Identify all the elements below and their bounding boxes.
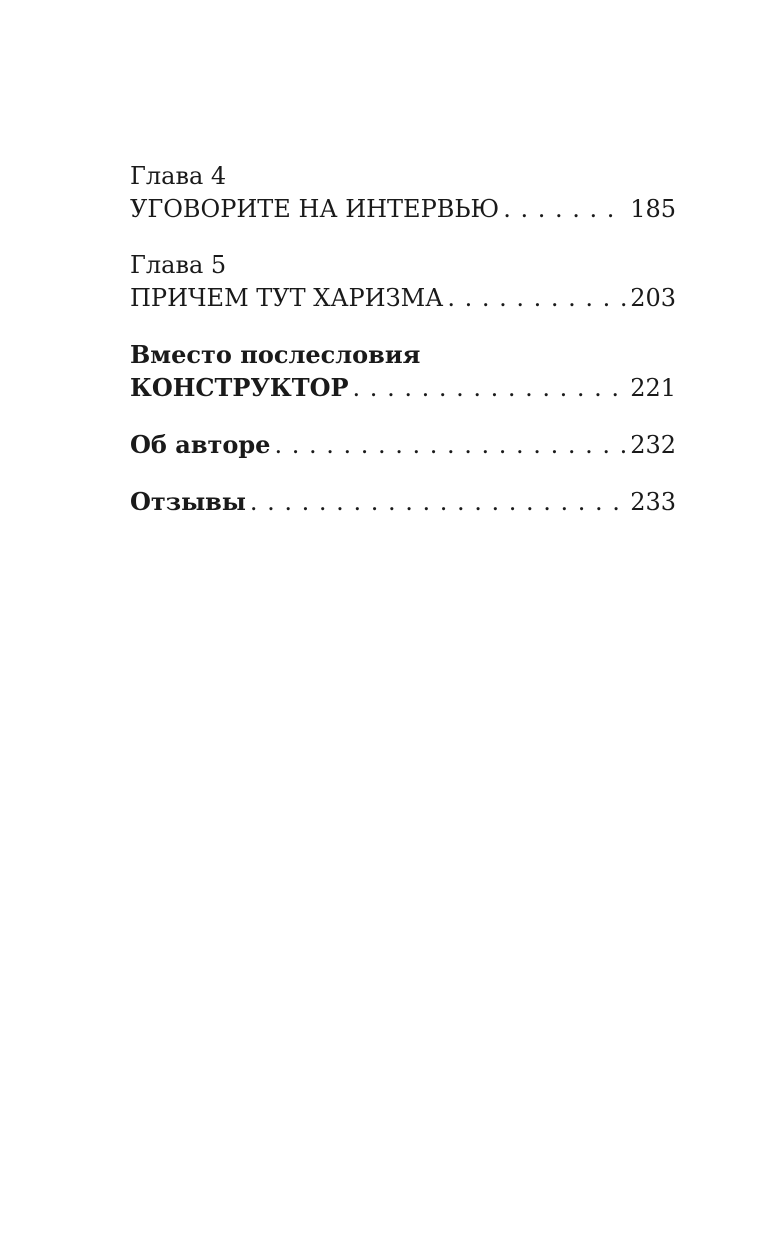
page-number: 203 bbox=[630, 284, 676, 312]
chapter-label: Глава 5 bbox=[130, 251, 227, 279]
toc-line bbox=[130, 193, 676, 226]
toc-entry-about-author bbox=[130, 428, 676, 462]
table-of-contents bbox=[130, 160, 676, 542]
toc-line bbox=[130, 485, 676, 519]
chapter-title: УГОВОРИТЕ НА ИНТЕРВЬЮ bbox=[130, 195, 500, 223]
toc-line bbox=[130, 282, 676, 315]
dot-leader bbox=[353, 372, 627, 405]
toc-line bbox=[130, 428, 676, 462]
dot-leader bbox=[274, 429, 626, 462]
page-number: 233 bbox=[630, 488, 676, 516]
page-number: 221 bbox=[630, 374, 676, 402]
chapter-label: Глава 4 bbox=[130, 162, 227, 190]
page-number: 232 bbox=[630, 431, 676, 459]
section-title: КОНСТРУКТОР bbox=[130, 373, 349, 402]
dot-leader bbox=[250, 486, 626, 519]
toc-entry-chapter-4 bbox=[130, 160, 676, 226]
toc-entry-reviews bbox=[130, 485, 676, 519]
section-title: Отзывы bbox=[130, 487, 246, 516]
toc-entry-chapter-5 bbox=[130, 249, 676, 315]
page-number: 185 bbox=[630, 195, 676, 223]
section-title: Об авторе bbox=[130, 430, 271, 459]
dot-leader bbox=[503, 193, 626, 226]
toc-line bbox=[130, 371, 676, 405]
chapter-title: ПРИЧЕМ ТУТ ХАРИЗМА bbox=[130, 284, 444, 312]
toc-entry-afterword bbox=[130, 338, 676, 405]
section-label: Вместо послесловия bbox=[130, 340, 421, 369]
dot-leader bbox=[447, 282, 626, 315]
